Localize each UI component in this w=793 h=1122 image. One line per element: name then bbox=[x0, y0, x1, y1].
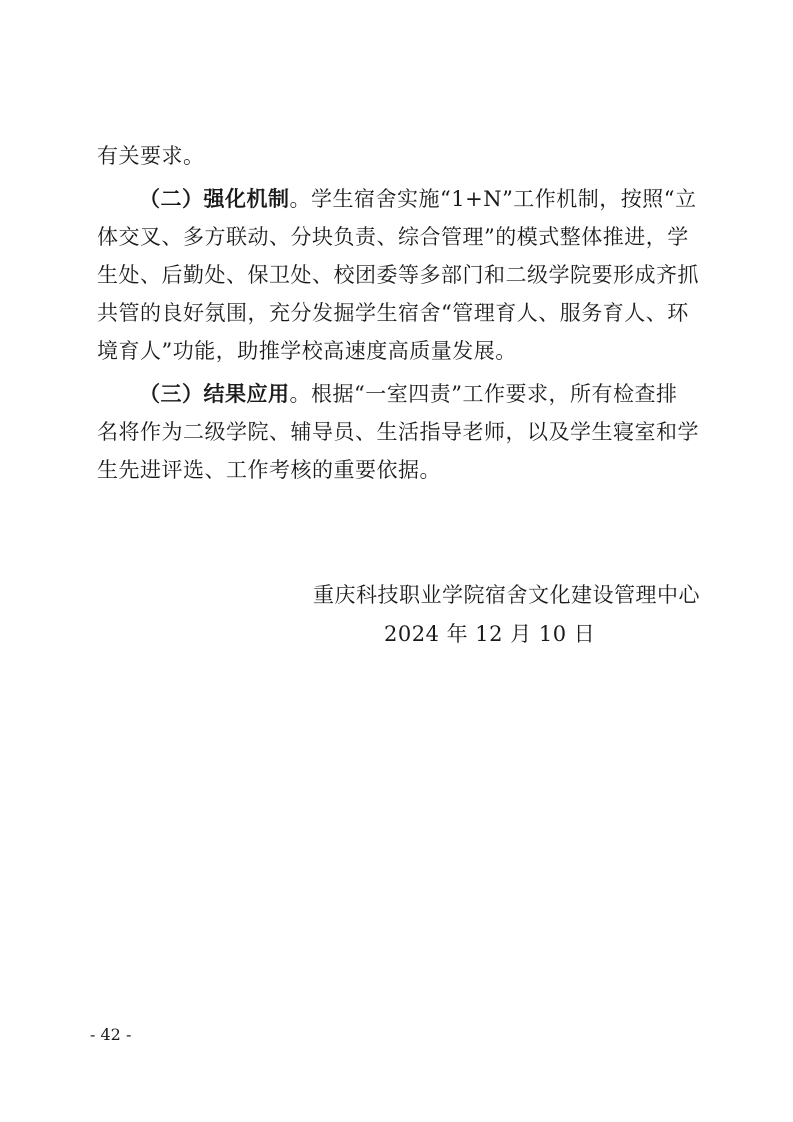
section-3-first-line bbox=[139, 380, 677, 408]
section-3-text: 。根据“一室四责”工作要求，所有检查排 bbox=[289, 382, 678, 406]
body-line-1: 有关要求。 bbox=[97, 144, 205, 168]
signature-date: 2024 年 12 月 10 日 bbox=[384, 622, 596, 646]
body-line-4: 生处、后勤处、保卫处、校团委等多部门和二级学院要形成齐抓 bbox=[97, 263, 699, 287]
signature-org: 重庆科技职业学院宿舍文化建设管理中心 bbox=[313, 583, 700, 607]
section-2-heading: （二）强化机制 bbox=[139, 187, 290, 211]
body-line-3: 体交叉、多方联动、分块负责、综合管理”的模式整体推进，学 bbox=[97, 225, 689, 249]
body-line-5: 共管的良好氛围，充分发掘学生宿舍“管理育人、服务育人、环 bbox=[97, 301, 689, 325]
section-2-text: 。学生宿舍实施“1+N”工作机制，按照“立 bbox=[289, 187, 697, 211]
section-3-heading: （三）结果应用 bbox=[139, 382, 290, 406]
body-line-8: 名将作为二级学院、辅导员、生活指导老师，以及学生寝室和学 bbox=[97, 420, 699, 444]
page-number: - 42 - bbox=[90, 1025, 132, 1044]
body-line-9: 生先进评选、工作考核的重要依据。 bbox=[97, 458, 441, 482]
body-line-6: 境育人”功能，助推学校高速度高质量发展。 bbox=[97, 339, 517, 363]
section-2-first-line bbox=[139, 185, 697, 213]
